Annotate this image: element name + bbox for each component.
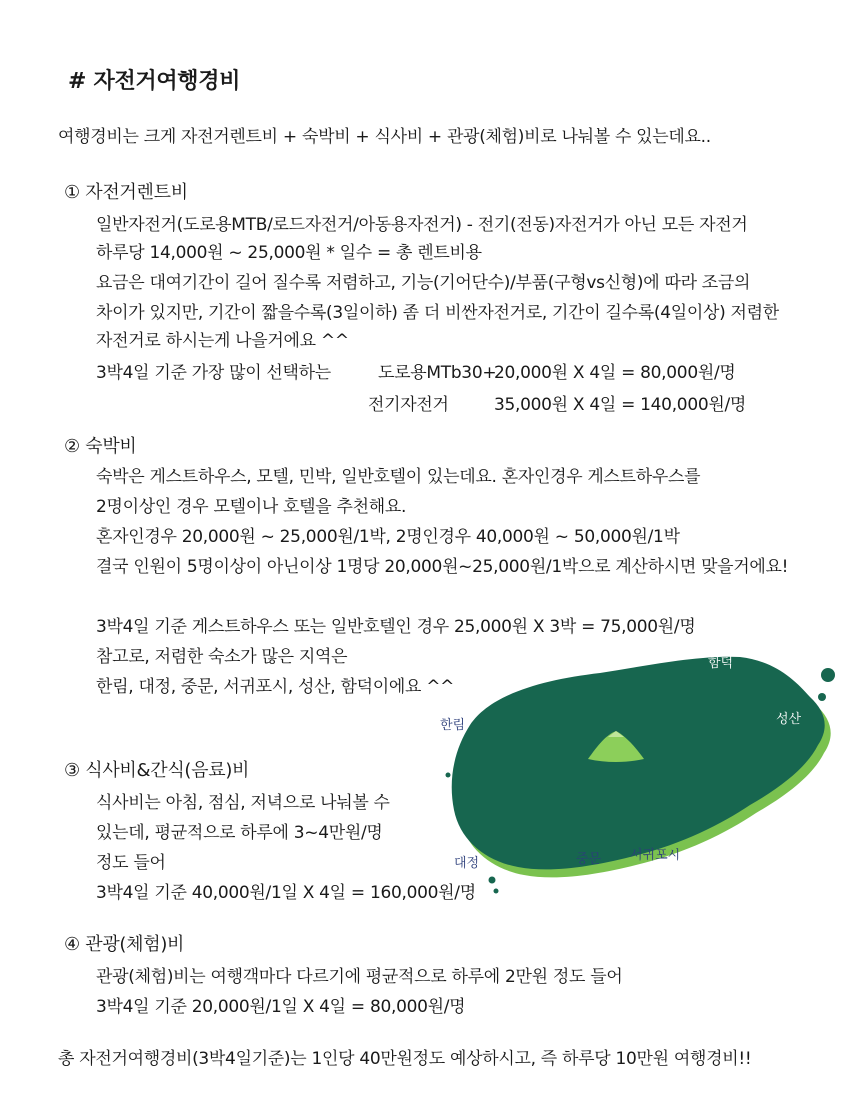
place-daejeong: 대정 (454, 856, 480, 871)
section-tour-heading: ④ 관광(체험)비 (64, 934, 185, 955)
summary-text: 총 자전거여행경비(3박4일기준)는 1인당 40만원정도 예상하시고, 즉 하루당 10만원 여행경비!! (58, 1049, 752, 1069)
udo-islet (821, 668, 835, 682)
islet-west (446, 773, 451, 778)
rent-line-4: 차이가 있지만, 기간이 짧을수록(3일이하) 좀 더 비싼자전거로, 기간이 길수록(4일이상) 저렴한 (96, 303, 779, 323)
place-seongsan: 성산 (776, 712, 802, 727)
lodging-line-3: 혼자인경우 20,000원 ~ 25,000원/1박, 2명인경우 40,000원 ~ 50,000원/1박 (96, 527, 680, 547)
island-body (452, 657, 825, 870)
lodging-line-2: 2명이상인 경우 모텔이나 호텔을 추천해요. (96, 497, 407, 517)
lodging-line-6: 참고로, 저렴한 숙소가 많은 지역은 (96, 647, 348, 667)
place-jungmun: 중문 (576, 852, 602, 867)
rent-example-mtb-cost: 20,000원 X 4일 = 80,000원/명 (494, 363, 736, 383)
lodging-line-4: 결국 인원이 5명이상이 아닌이상 1명당 20,000원~25,000원/1박으로 계산하시면 맞을거에요! (96, 557, 789, 577)
section-rent-heading: ① 자전거렌트비 (64, 182, 188, 203)
islet-sw-1 (489, 877, 496, 884)
intro-text: 여행경비는 크게 자전거렌트비 + 숙박비 + 식사비 + 관광(체험)비로 나눠볼 수 있는데요.. (58, 127, 711, 147)
tour-line-2: 3박4일 기준 20,000원/1일 X 4일 = 80,000원/명 (96, 997, 466, 1017)
tour-line-1: 관광(체험)비는 여행객마다 다르기에 평균적으로 하루에 2만원 정도 들어 (96, 967, 623, 987)
jeju-island-map (430, 635, 840, 900)
rent-line-2: 하루당 14,000원 ~ 25,000원 * 일수 = 총 렌트비용 (96, 243, 482, 263)
rent-line-1: 일반자전거(도로용MTB/로드자전거/아동용자전거) - 전기(전동)자전거가 아닌 모든 자전거 (96, 215, 748, 235)
page-title: # 자전거여행경비 (68, 69, 241, 94)
lodging-line-1: 숙박은 게스트하우스, 모텔, 민박, 일반호텔이 있는데요. 혼자인경우 게스트하우스를 (96, 467, 701, 487)
rent-example-mtb: 도로용MTb30+ (378, 363, 497, 383)
rent-example-electric-cost: 35,000원 X 4일 = 140,000원/명 (494, 395, 747, 415)
islet-east (818, 693, 826, 701)
food-line-4: 3박4일 기준 40,000원/1일 X 4일 = 160,000원/명 (96, 883, 476, 903)
place-hamdeok: 함덕 (708, 656, 734, 671)
rent-line-5: 자전거로 하시는게 나을거에요 ^^ (96, 331, 349, 351)
place-seogwipo: 서귀포시 (630, 848, 681, 863)
islet-sw-2 (494, 889, 499, 894)
rent-example-label: 3박4일 기준 가장 많이 선택하는 (96, 363, 331, 383)
section-food-heading: ③ 식사비&간식(음료)비 (64, 760, 250, 781)
lodging-line-7: 한림, 대정, 중문, 서귀포시, 성산, 함덕이에요 ^^ (96, 677, 455, 697)
section-lodging-heading: ② 숙박비 (64, 436, 137, 457)
place-hallim: 한림 (440, 718, 466, 733)
rent-example-electric: 전기자전거 (368, 395, 449, 415)
food-line-1: 식사비는 아침, 점심, 저녁으로 나눠볼 수 (96, 793, 390, 813)
rent-line-3: 요금은 대여기간이 길어 질수록 저렴하고, 기능(기어단수)/부품(구형vs신형)에 따라 조금의 (96, 273, 751, 293)
lodging-line-5: 3박4일 기준 게스트하우스 또는 일반호텔인 경우 25,000원 X 3박 = 75,000원/명 (96, 617, 696, 637)
food-line-2: 있는데, 평균적으로 하루에 3~4만원/명 (96, 823, 383, 843)
food-line-3: 정도 들어 (96, 853, 166, 873)
